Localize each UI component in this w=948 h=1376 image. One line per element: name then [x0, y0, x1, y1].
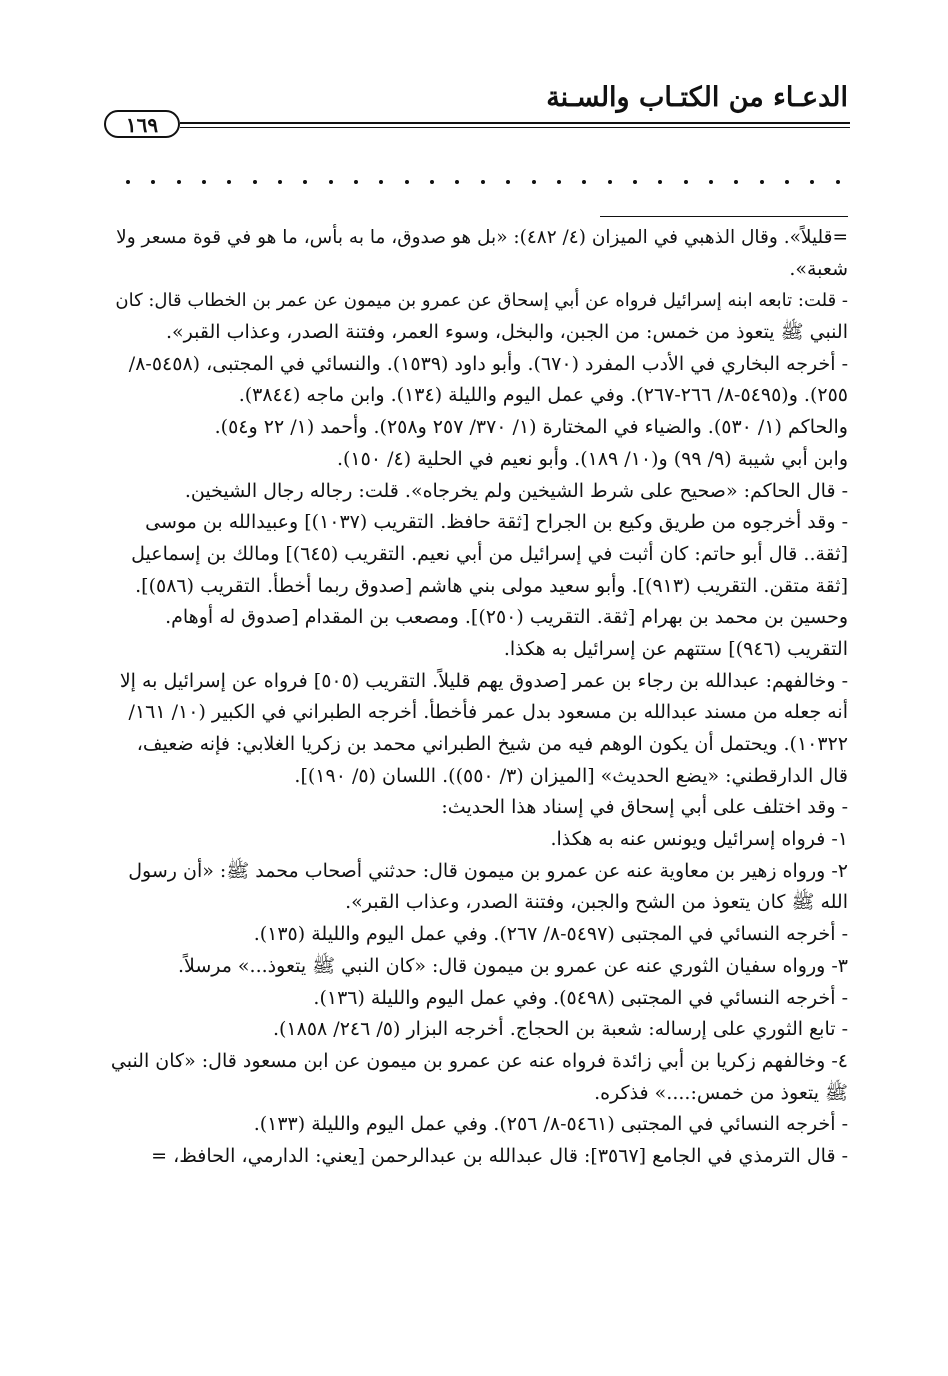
separator-dot	[354, 180, 358, 184]
separator-dot	[709, 180, 713, 184]
separator-dot	[126, 180, 130, 184]
separator-dot	[329, 180, 333, 184]
separator-dot	[481, 180, 485, 184]
footnote-line: ٤- وخالفهم زكريا بن أبي زائدة فرواه عنه عن عمرو بن ميمون عن ابن مسعود قال: «كان النبي	[110, 1049, 848, 1072]
footnote-line: - وقد أخرجوه من طريق وكيع بن الجراح [ثقة حافظ. التقريب (١٠٣٧)] وعبيدالله بن موسى	[145, 511, 848, 534]
footnote-line: شعبة».	[789, 257, 848, 280]
footnote-line: - أخرجه البخاري في الأدب المفرد (٦٧٠). وأبو داود (١٥٣٩). والنسائي في المجتبى، (٥٤٥٨-٨/	[128, 352, 848, 375]
separator-dot	[557, 180, 561, 184]
separator-dot	[582, 180, 586, 184]
footnote-rule	[600, 216, 848, 217]
running-title: الدعـاء من الكتـاب والسـنة	[546, 82, 848, 113]
footnote-line: أنه جعله من مسند عبدالله بن مسعود بدل عمر فأخطأ. أخرجه الطبراني في الكبير (١٠/ ١٦١/	[128, 701, 848, 724]
footnote-line: ٢- ورواه زهير بن معاوية عنه عن عمرو بن ميمون قال: حدثني أصحاب محمد ﷺ: «أن رسول	[128, 859, 848, 882]
separator-dot	[658, 180, 662, 184]
footnote-line: - أخرجه النسائي في المجتبى (٥٤٩٨). وفي عمل اليوم والليلة (١٣٦).	[313, 986, 848, 1009]
footnote-line: ١- فرواه إسرائيل ويونس عنه به هكذا.	[550, 828, 848, 851]
separator-dot	[405, 180, 409, 184]
separator-dot	[227, 180, 231, 184]
separator-dot	[608, 180, 612, 184]
footnote-text	[108, 222, 848, 1173]
separator-dot	[278, 180, 282, 184]
footnote-line: - قال الحاكم: «صحيح على شرط الشيخين ولم يخرجاه». قلت: رجاله رجال الشيخين.	[184, 479, 848, 502]
footnote-line: الله ﷺ كان يتعوذ من الشح والجبن، وفتنة الصدر، وعذاب القبر».	[345, 891, 848, 914]
header-rule	[180, 122, 850, 124]
separator-dot	[684, 180, 688, 184]
separator-dot	[430, 180, 434, 184]
separator-dot	[760, 180, 764, 184]
footnote-line: وابن أبي شيبة (٩/ ٩٩) و(١٠/ ١٨٩). وأبو نعيم في الحلية (٤/ ١٥٠).	[336, 447, 848, 470]
footnote-line: ٣- ورواه سفيان الثوري عنه عن عمرو بن ميمون قال: «كان النبي ﷺ يتعوذ...» مرسلاً.	[177, 954, 848, 977]
page-number: ١٦٩	[104, 110, 180, 138]
footnote-line: - تابع الثوري على إرساله: شعبة بن الحجاج. أخرجه البزار (٥/ ٢٤٦/ ١٨٥٨).	[272, 1018, 848, 1041]
footnote-line: [ثقة.. قال أبو حاتم: كان أثبت في إسرائيل من أبي نعيم. التقريب (٦٤٥)] ومالك بن إسماعيل	[131, 542, 848, 565]
footnote-line: ﷺ يتعوذ من خمس:....» فذكره.	[594, 1081, 848, 1104]
footnote-line: والحاكم (١/ ٥٣٠). والضياء في المختارة (١/ ٣٧٠/ ٢٥٧ و٢٥٨). وأحمد (١/ ٢٢ و٥٤).	[214, 416, 848, 439]
footnote-line: - أخرجه النسائي في المجتبى (٥٤٩٧-٨/ ٢٦٧). وفي عمل اليوم والليلة (١٣٥).	[253, 923, 848, 946]
separator-dot	[532, 180, 536, 184]
separator-dot	[303, 180, 307, 184]
separator-dot	[177, 180, 181, 184]
separator-dot	[734, 180, 738, 184]
footnote-line: ١٠٣٢٢). ويحتمل أن يكون الوهم فيه من شيخ الطبراني محمد بن زكريا الغلابي: فإنه ضعيف،	[136, 733, 848, 755]
footnote-line: - قال الترمذي في الجامع [٣٥٦٧]: قال عبدالله بن عبدالرحمن [يعني: الدارمي، الحافظ، =	[151, 1144, 848, 1167]
separator-dot	[202, 180, 206, 184]
dotted-separator	[126, 178, 840, 186]
header-rule-thin	[180, 127, 850, 128]
footnote-line: - وقد اختلف على أبي إسحاق في إسناد هذا الحديث:	[441, 796, 848, 819]
footnote-line: - قلت: تابعه ابنه إسرائيل فرواه عن أبي إسحاق عن عمرو بن ميمون عن عمر بن الخطاب قال: كان	[115, 290, 848, 312]
separator-dot	[253, 180, 257, 184]
separator-dot	[633, 180, 637, 184]
footnote-line: [ثقة متقن. التقريب (٩١٣)]. وأبو سعيد مولى بني هاشم [صدوق ربما أخطأ. التقريب (٥٨٦)].	[135, 574, 848, 597]
separator-dot	[151, 180, 155, 184]
separator-dot	[785, 180, 789, 184]
footnote-line: ٢٥٥). و(٥٤٩٥-٨/ ٢٦٦-٢٦٧). وفي عمل اليوم والليلة (١٣٤). وابن ماجه (٣٨٤٤).	[238, 384, 848, 407]
separator-dot	[506, 180, 510, 184]
footnote-line: قال الدارقطني: «يضع الحديث» [الميزان (٣/ ٥٥٠)). اللسان (٥/ ١٩٠)].	[294, 764, 848, 787]
footnote-line: النبي ﷺ يتعوذ من خمس: من الجبن، والبخل، وسوء العمر، وفتنة الصدر، وعذاب القبر».	[166, 321, 848, 344]
footnote-line: - أخرجه النسائي في المجتبى (٥٤٦١-٨/ ٢٥٦). وفي عمل اليوم والليلة (١٣٣).	[253, 1113, 848, 1136]
separator-dot	[810, 180, 814, 184]
footnote-line: =قليلاً». وقال الذهبي في الميزان (٤/ ٤٨٢): «بل هو صدوق، ما به بأس، ما هو في قوة مسعر ولا	[116, 227, 848, 248]
separator-dot	[836, 180, 840, 184]
separator-dot	[455, 180, 459, 184]
footnote-line: وحسين بن محمد بن بهرام [ثقة. التقريب (٢٥٠)]. ومصعب بن المقدام [صدوق له أوهام.	[165, 606, 848, 629]
footnote-line: - وخالفهم: عبدالله بن رجاء بن عمر [صدوق يهم قليلاً. التقريب (٥٠٥] فرواه عن إسرائيل به إلا	[119, 669, 848, 692]
separator-dot	[379, 180, 383, 184]
footnote-line: التقريب (٩٤٦)] ستتهم عن إسرائيل به هكذا.	[503, 637, 848, 660]
